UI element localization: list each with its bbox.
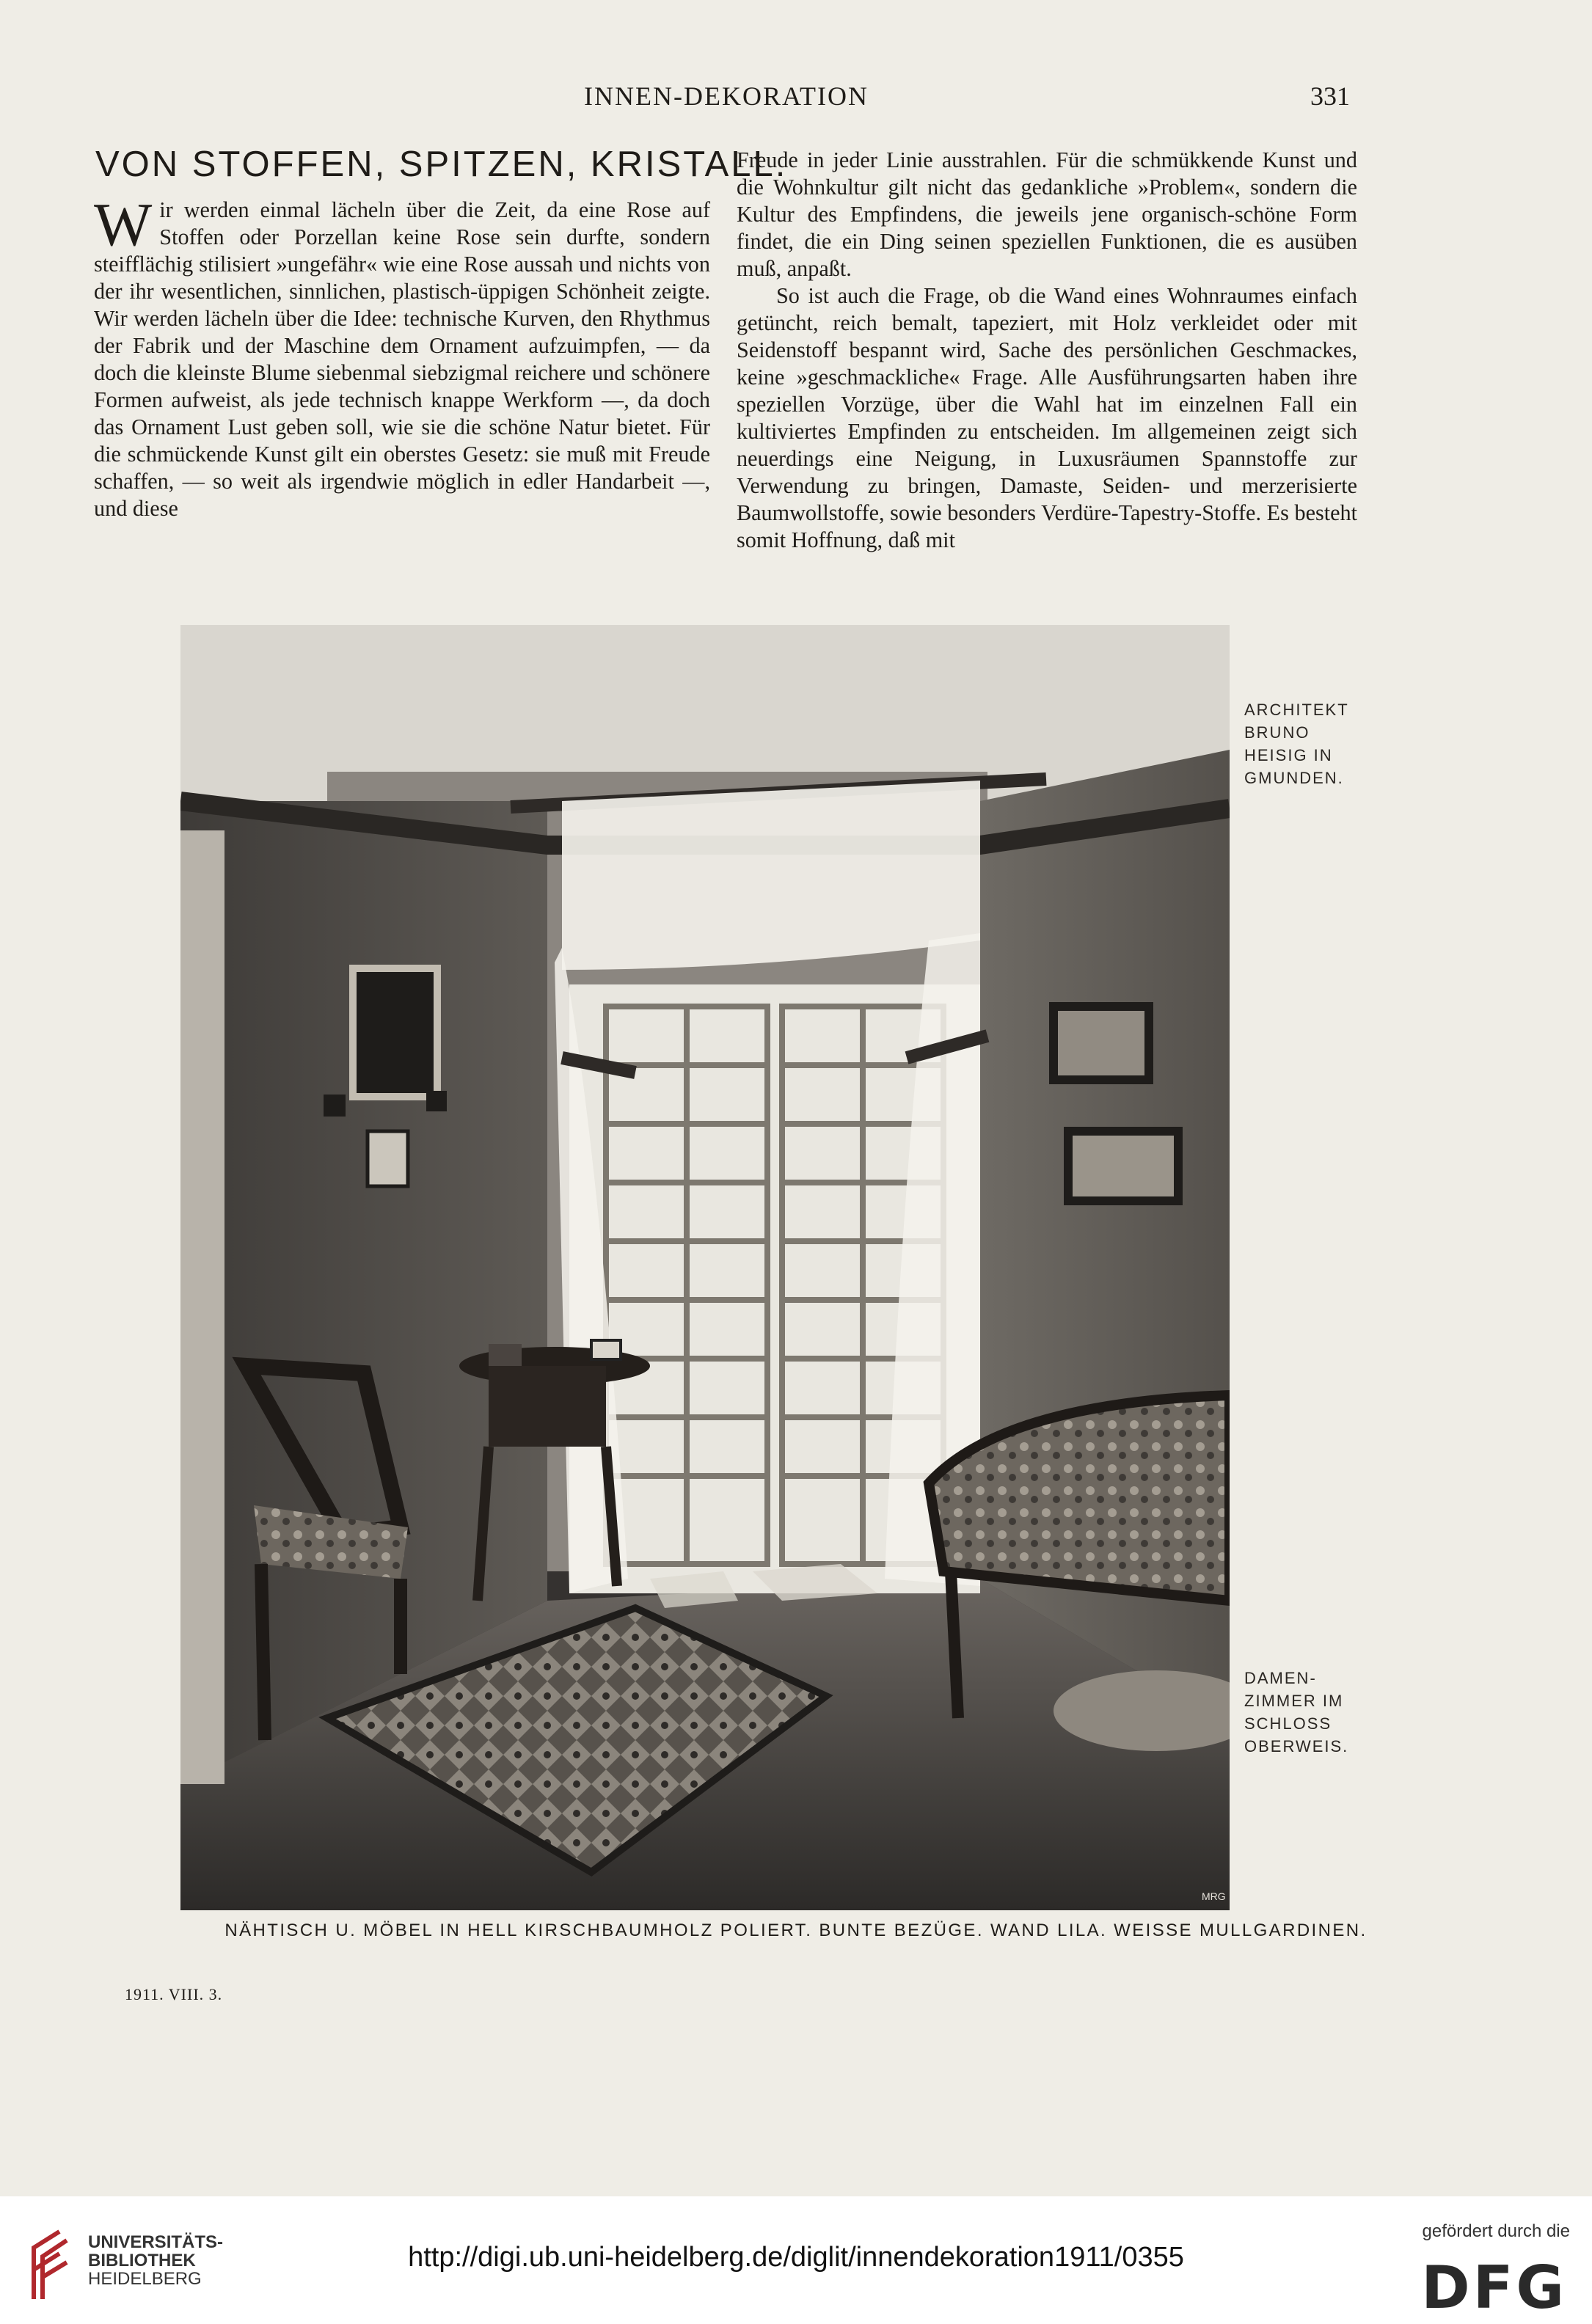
caption-line: ZIMMER IM bbox=[1244, 1692, 1344, 1710]
library-name-line: UNIVERSITÄTS- bbox=[88, 2232, 224, 2252]
caption-line: BRUNO bbox=[1244, 723, 1310, 742]
room-photograph bbox=[180, 625, 1230, 1910]
right-column bbox=[737, 147, 1357, 554]
digitization-footer bbox=[0, 2196, 1592, 2324]
caption-line: HEISIG IN bbox=[1244, 746, 1333, 764]
caption-line: SCHLOSS bbox=[1244, 1714, 1332, 1733]
permalink-url[interactable]: http://digi.ub.uni-heidelberg.de/diglit/innendekoration1911/0355 bbox=[408, 2242, 1184, 2273]
room-caption bbox=[1244, 1667, 1376, 1758]
running-title: INNEN-DEKORATION bbox=[584, 81, 869, 111]
photo-caption: NÄHTISCH U. MÖBEL IN HELL KIRSCHBAUMHOLZ POLIERT. BUNTE BEZÜGE. WAND LILA. WEISSE MULLGARDINEN. bbox=[224, 1921, 1368, 1940]
left-column bbox=[94, 191, 710, 522]
caption-line: ARCHITEKT bbox=[1244, 701, 1349, 719]
framed-painting-right bbox=[1068, 1131, 1178, 1201]
architect-caption bbox=[1244, 698, 1376, 789]
funder-text: gefördert durch die bbox=[1422, 2221, 1570, 2241]
door-frame bbox=[180, 830, 224, 1784]
caption-line: GMUNDEN. bbox=[1244, 769, 1344, 787]
article-title: VON STOFFEN, SPITZEN, KRISTALL. bbox=[95, 145, 788, 184]
caption-line: DAMEN- bbox=[1244, 1669, 1317, 1687]
framed-painting-left bbox=[353, 968, 437, 1097]
caption-line: OBERWEIS. bbox=[1244, 1737, 1349, 1755]
library-name-line: HEIDELBERG bbox=[88, 2269, 202, 2289]
dfg-logo: DFG bbox=[1421, 2254, 1567, 2322]
framed-painting-right bbox=[1054, 1006, 1149, 1080]
drop-cap: W bbox=[94, 191, 153, 259]
small-frame bbox=[426, 1091, 447, 1111]
left-paragraph bbox=[94, 191, 710, 522]
right-paragraph-1: Freude in jeder Linie ausstrahlen. Für die schmükkende Kunst und die Wohnkultur gilt nicht das gedankliche »Problem«, sondern die Kultur des Empfindens, die jeweils jene organisch-schöne Form findet, die ein Ding seinen speziellen Funktionen, die es ausüben muß, anpaßt. bbox=[737, 147, 1357, 281]
page-number: 331 bbox=[1310, 81, 1350, 111]
small-frame bbox=[368, 1131, 408, 1186]
small-frame bbox=[324, 1095, 346, 1117]
running-head bbox=[0, 81, 1592, 117]
library-name-line: BIBLIOTHEK bbox=[88, 2251, 196, 2270]
left-column-text: ir werden einmal lächeln über die Zeit, da eine Rose auf Stoffen oder Porzellan keine Rose sein durfte, sondern steifflächig stilisiert »ungefähr« wie eine Rose aussah und nichts von der ihr wesentlichen, sinnlichen, plastisch-üppigen Schönheit zeigte. Wir werden lächeln über die Idee: technische Kurven, den Rhythmus der Fabrik und der Maschine dem Ornament aufzuimpfen, — da doch die kleinste Blume siebenmal siebzigmal reichere und schönere Formen aufweist, als jede technisch knappe Werkform —, da doch das Ornament Lust geben soll, wie sie die schöne Natur bietet. Für die schmückende Kunst gilt ein oberstes Gesetz: sie muß mit Freude schaffen, — so weit als irgendwie möglich in edler Handarbeit —, und diese bbox=[94, 197, 710, 521]
right-paragraph-2: So ist auch die Frage, ob die Wand eines Wohnraumes einfach getüncht, reich bemalt, tapeziert, mit Holz verkleidet oder mit Seidenstoff bespannt wird, Sache des persönlichen Geschmackes, keine »geschmackliche« Frage. Alle Ausführungsarten haben ihre speziellen Vorzüge, über die Wahl hat im einzelnen Fall ein kultiviertes Empfinden zu entscheiden. Im allgemeinen zeigt sich neuerdings eine Neigung, in Luxusräumen Spannstoffe zur Verwendung zu bringen, Damaste, Seiden- und merzerisierte Baumwollstoffe, sowie besonders Verdüre-Tapestry-Stoffe. Es besteht somit Hoffnung, daß mit bbox=[737, 283, 1357, 552]
issue-mark: 1911. VIII. 3. bbox=[125, 1985, 223, 2003]
curtain-valance bbox=[562, 781, 980, 970]
photo-signature: MRG bbox=[1202, 1890, 1226, 1902]
